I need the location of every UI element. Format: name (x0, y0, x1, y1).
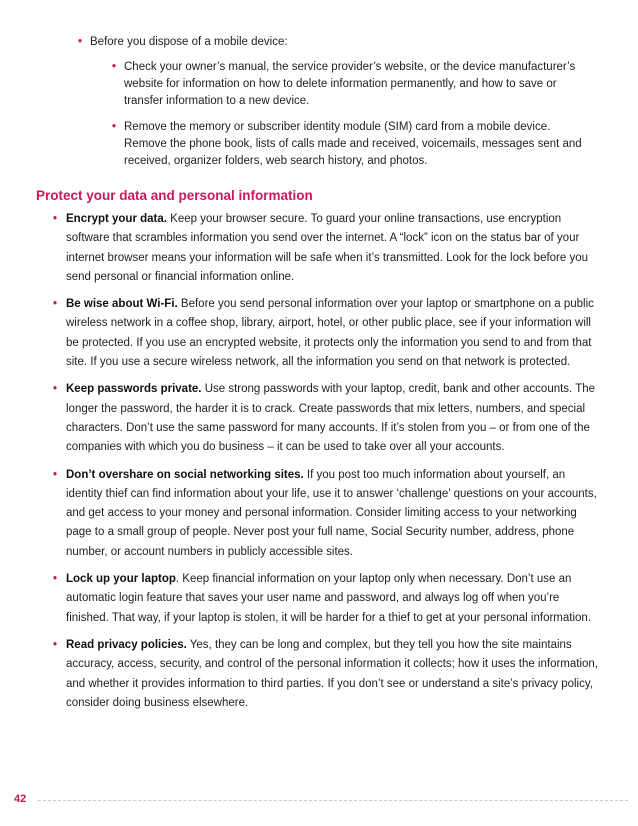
tip-title: Encrypt your data. (66, 213, 167, 225)
list-item (53, 636, 603, 713)
list-item-text: Check your owner’s manual, the service provider’s website, or the device manufacturer’s website for information on how to delete information permanently, and how to save or transfer information to a new device. (124, 61, 576, 107)
list-item (53, 210, 603, 287)
page-number: 42 (14, 793, 27, 805)
list-item (53, 295, 603, 372)
list-item (53, 466, 603, 562)
tip-text: . Keep financial information on your laptop only when necessary. Don’t use an automatic login feature that saves your user name and password, and always log off when you’re finished. That way, if your laptop is stolen, it will be harder for a thief to get at your personal information. (66, 573, 592, 624)
list-item (112, 59, 582, 110)
list-item (53, 570, 603, 628)
tip-text: Keep your browser secure. To guard your online transactions, use encryption software that scrambles information you send over the internet. A “lock” icon on the status bar of your internet browser means your information will be safe when it’s transmitted. Look for the lock before you send personal or financial information online. (66, 213, 589, 283)
list-item-text: Remove the memory or subscriber identity module (SIM) card from a mobile device. Remove the phone book, lists of calls made and received, voicemails, messages sent and received, organizer folders, web search history, and photos. (124, 121, 582, 167)
tips-bullet-list (53, 210, 603, 721)
bullet-icon: • (112, 61, 117, 73)
tip-title: Lock up your laptop (66, 573, 176, 586)
bullet-icon: • (53, 383, 58, 396)
bullet-icon: • (53, 213, 58, 225)
list-item-text: Before you dispose of a mobile device: (90, 36, 288, 48)
tip-text: Use strong passwords with your laptop, credit, bank and other accounts. The longer the password, the harder it is to crack. Create passwords that mix letters, numbers, and special characters. Don’t use the same password for many accounts. If it’s stolen from you – or from one of the companies with which you do business – it can be used to take over all your accounts. (66, 383, 596, 454)
tip-title: Be wise about Wi-Fi. (66, 298, 178, 311)
top-bullet-list (78, 34, 598, 179)
bullet-icon: • (53, 573, 58, 586)
bullet-icon: • (53, 638, 58, 651)
list-item (112, 119, 582, 170)
tip-text: If you post too much information about yourself, an identity thief can find information about your life, use it to answer ‘challenge’ questions on your accounts, and get access to your money and personal information. Consider limiting access to your networking page to a small group of people. Never post your full name, Social Security number, address, phone number, or account numbers in publicly accessible sites. (66, 468, 597, 558)
bullet-icon: • (53, 298, 58, 311)
footer-divider (38, 800, 628, 801)
tip-text: Yes, they can be long and complex, but they tell you how the site maintains accuracy, access, security, and control of the personal information it collects; how it uses the information, and whether it provides information to third parties. If you don’t see or understand a site’s privacy policy, consider doing business elsewhere. (66, 638, 599, 709)
bullet-icon: • (112, 121, 117, 133)
tip-title: Don’t overshare on social networking sites. (66, 468, 304, 481)
list-item (53, 380, 603, 457)
tip-text: Before you send personal information over your laptop or smartphone on a public wireless network in a coffee shop, library, airport, hotel, or other public place, see if your information will be protected. If you use an encrypted website, it protects only the information you send to and from that site. If you use a secure wireless network, all the information you send on that network is protected. (66, 298, 594, 369)
tip-title: Read privacy policies. (66, 638, 187, 651)
tip-title: Keep passwords private. (66, 383, 202, 396)
bullet-icon: • (78, 36, 83, 48)
bullet-icon: • (53, 468, 58, 481)
list-item (78, 34, 598, 170)
sub-bullet-list (112, 59, 582, 170)
section-heading: Protect your data and personal information (36, 188, 313, 203)
